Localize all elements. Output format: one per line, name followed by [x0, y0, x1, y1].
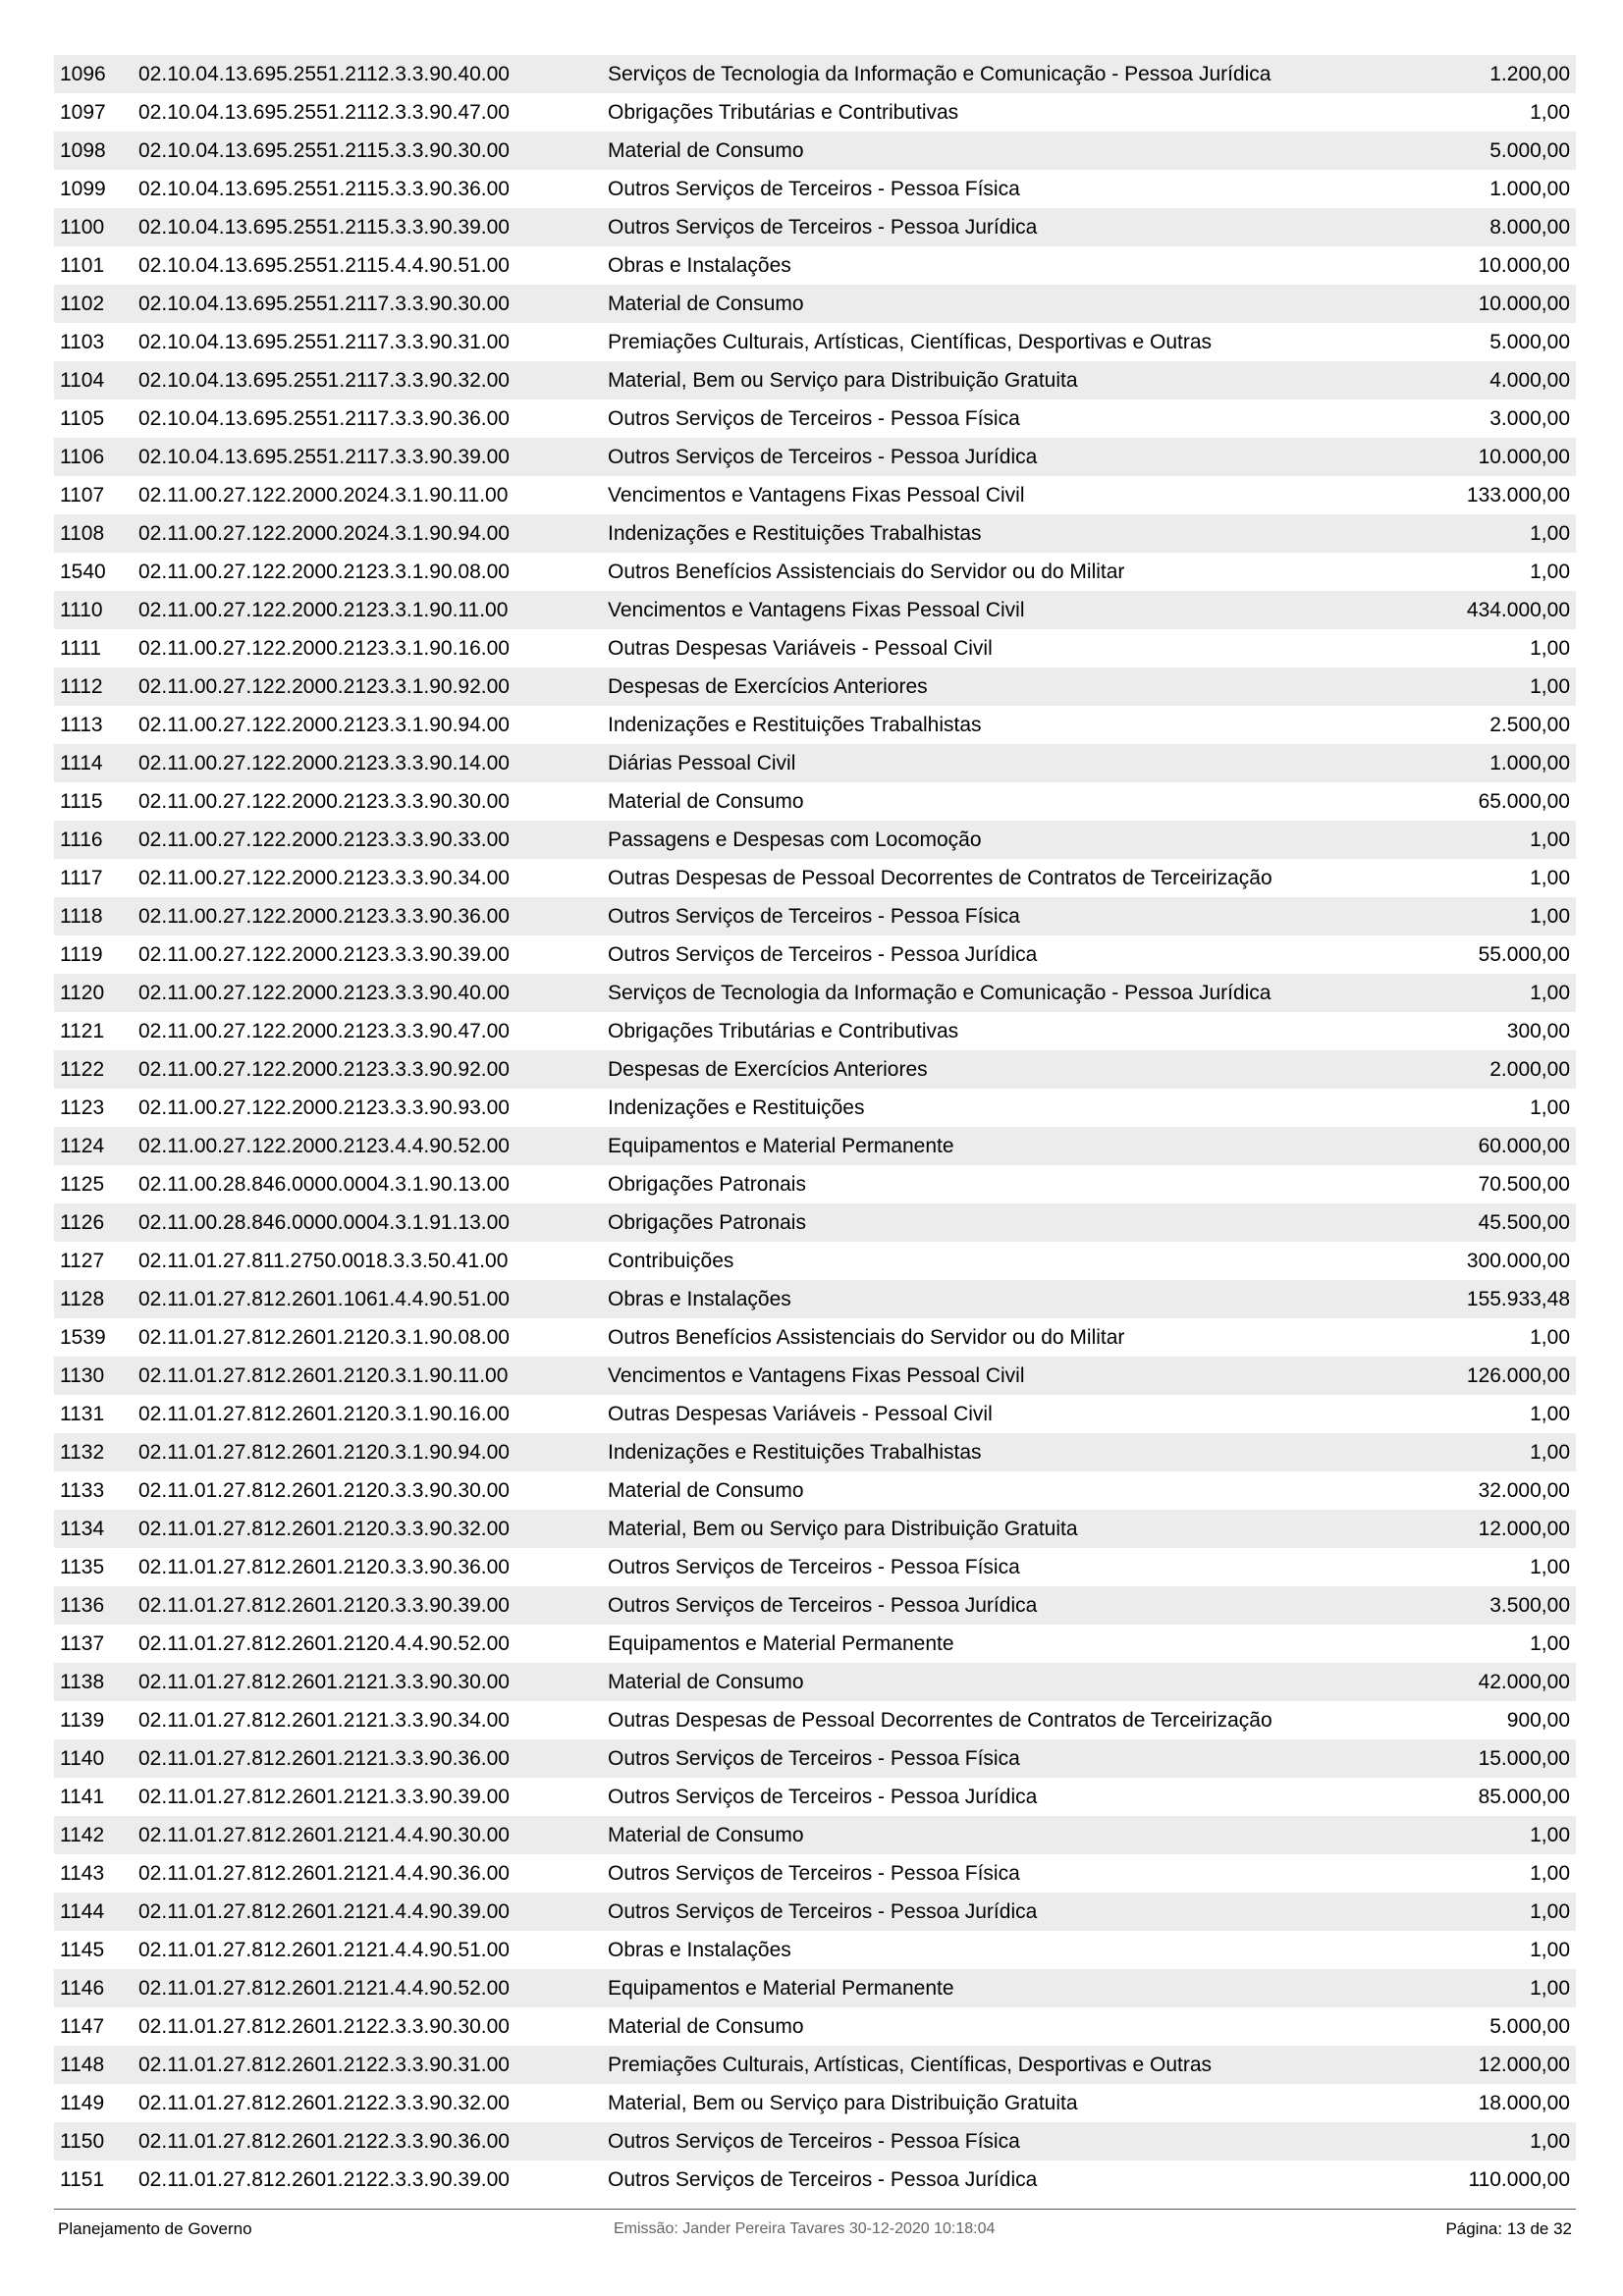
row-id: 1103 — [60, 331, 105, 353]
budget-code: 02.11.01.27.812.2601.1061.4.4.90.51.00 — [138, 1288, 510, 1310]
budget-code: 02.10.04.13.695.2551.2115.4.4.90.51.00 — [138, 254, 510, 277]
row-id: 1150 — [60, 2130, 105, 2153]
table-row — [54, 1012, 1576, 1050]
row-id: 1126 — [60, 1211, 105, 1234]
amount-value: 42.000,00 — [1478, 1671, 1570, 1693]
budget-code: 02.11.00.27.122.2000.2123.3.3.90.30.00 — [138, 790, 510, 813]
budget-code: 02.11.00.27.122.2000.2123.3.3.90.36.00 — [138, 905, 510, 928]
amount-value: 1,00 — [1530, 1977, 1570, 2000]
row-id: 1133 — [60, 1479, 105, 1502]
table-row — [54, 974, 1576, 1012]
table-row — [54, 514, 1576, 553]
expense-description: Obras e Instalações — [608, 1939, 791, 1961]
expense-description: Outras Despesas de Pessoal Decorrentes de Contratos de Terceirização — [608, 867, 1272, 889]
amount-value: 5.000,00 — [1489, 331, 1570, 353]
table-row — [54, 400, 1576, 438]
expense-description: Indenizações e Restituições Trabalhistas — [608, 1441, 982, 1464]
amount-value: 300.000,00 — [1466, 1250, 1570, 1272]
amount-value: 1,00 — [1530, 1824, 1570, 1846]
budget-code: 02.11.01.27.812.2601.2120.3.3.90.32.00 — [138, 1518, 510, 1540]
expense-description: Contribuições — [608, 1250, 734, 1272]
expense-description: Equipamentos e Material Permanente — [608, 1977, 954, 2000]
amount-value: 1.000,00 — [1489, 752, 1570, 774]
footer-department: Planejamento de Governo — [58, 2219, 252, 2238]
expense-description: Despesas de Exercícios Anteriores — [608, 1058, 928, 1081]
amount-value: 85.000,00 — [1478, 1786, 1570, 1808]
expense-description: Outros Serviços de Terceiros - Pessoa Física — [608, 407, 1020, 430]
budget-code: 02.11.01.27.812.2601.2121.3.3.90.36.00 — [138, 1747, 510, 1770]
row-id: 1143 — [60, 1862, 105, 1885]
amount-value: 2.500,00 — [1489, 714, 1570, 736]
row-id: 1098 — [60, 139, 106, 162]
budget-code: 02.11.00.27.122.2000.2123.3.3.90.33.00 — [138, 828, 510, 851]
row-id: 1139 — [60, 1709, 105, 1732]
row-id: 1132 — [60, 1441, 105, 1464]
amount-value: 3.500,00 — [1489, 1594, 1570, 1617]
table-row — [54, 1203, 1576, 1242]
amount-value: 10.000,00 — [1478, 446, 1570, 468]
budget-code: 02.10.04.13.695.2551.2117.3.3.90.36.00 — [138, 407, 510, 430]
budget-code: 02.11.00.27.122.2000.2123.3.3.90.34.00 — [138, 867, 510, 889]
budget-code: 02.11.01.27.812.2601.2121.3.3.90.34.00 — [138, 1709, 510, 1732]
row-id: 1107 — [60, 484, 105, 507]
budget-code: 02.11.01.27.812.2601.2121.3.3.90.39.00 — [138, 1786, 510, 1808]
amount-value: 8.000,00 — [1489, 216, 1570, 239]
budget-code: 02.11.00.27.122.2000.2123.3.1.90.16.00 — [138, 637, 510, 660]
expense-description: Outras Despesas Variáveis - Pessoal Civil — [608, 1403, 993, 1425]
amount-value: 15.000,00 — [1478, 1747, 1570, 1770]
expense-description: Outros Benefícios Assistenciais do Servidor ou do Militar — [608, 1326, 1125, 1349]
table-row — [54, 1433, 1576, 1471]
expense-description: Material de Consumo — [608, 293, 804, 315]
table-row — [54, 859, 1576, 897]
row-id: 1100 — [60, 216, 105, 239]
budget-code: 02.11.01.27.812.2601.2121.4.4.90.36.00 — [138, 1862, 510, 1885]
budget-code: 02.11.00.27.122.2000.2123.3.3.90.47.00 — [138, 1020, 510, 1042]
expense-description: Outros Benefícios Assistenciais do Servidor ou do Militar — [608, 561, 1125, 583]
row-id: 1119 — [60, 943, 103, 966]
amount-value: 12.000,00 — [1478, 1518, 1570, 1540]
expense-description: Outros Serviços de Terceiros - Pessoa Física — [608, 1747, 1020, 1770]
row-id: 1120 — [60, 982, 105, 1004]
amount-value: 1,00 — [1530, 982, 1570, 1004]
amount-value: 1,00 — [1530, 1326, 1570, 1349]
expense-description: Obras e Instalações — [608, 254, 791, 277]
amount-value: 70.500,00 — [1478, 1173, 1570, 1196]
table-row — [54, 476, 1576, 514]
row-id: 1117 — [60, 867, 103, 889]
table-row — [54, 1701, 1576, 1739]
table-row — [54, 1510, 1576, 1548]
budget-code: 02.11.01.27.812.2601.2120.4.4.90.52.00 — [138, 1632, 510, 1655]
amount-value: 45.500,00 — [1478, 1211, 1570, 1234]
amount-value: 4.000,00 — [1489, 369, 1570, 392]
budget-code: 02.11.00.27.122.2000.2123.3.3.90.92.00 — [138, 1058, 510, 1081]
table-row — [54, 361, 1576, 400]
budget-code: 02.10.04.13.695.2551.2115.3.3.90.30.00 — [138, 139, 510, 162]
table-row — [54, 1280, 1576, 1318]
expense-description: Material de Consumo — [608, 790, 804, 813]
budget-code: 02.11.01.27.812.2601.2120.3.3.90.30.00 — [138, 1479, 510, 1502]
amount-value: 1.200,00 — [1489, 63, 1570, 85]
expense-description: Obrigações Patronais — [608, 1173, 806, 1196]
budget-code: 02.11.00.27.122.2000.2123.3.3.90.14.00 — [138, 752, 510, 774]
budget-code: 02.11.01.27.811.2750.0018.3.3.50.41.00 — [138, 1250, 509, 1272]
footer-page-number: Página: 13 de 32 — [1445, 2219, 1572, 2238]
table-row — [54, 1931, 1576, 1969]
expense-description: Outros Serviços de Terceiros - Pessoa Física — [608, 905, 1020, 928]
expense-description: Outros Serviços de Terceiros - Pessoa Jurídica — [608, 943, 1038, 966]
expense-description: Passagens e Despesas com Locomoção — [608, 828, 982, 851]
budget-code: 02.10.04.13.695.2551.2112.3.3.90.40.00 — [138, 63, 510, 85]
budget-table — [54, 55, 1576, 2199]
budget-code: 02.11.00.27.122.2000.2024.3.1.90.94.00 — [138, 522, 510, 545]
row-id: 1115 — [60, 790, 103, 813]
row-id: 1144 — [60, 1900, 105, 1923]
expense-description: Equipamentos e Material Permanente — [608, 1135, 954, 1157]
expense-description: Material de Consumo — [608, 1479, 804, 1502]
budget-code: 02.11.00.28.846.0000.0004.3.1.90.13.00 — [138, 1173, 510, 1196]
table-row — [54, 1318, 1576, 1357]
row-id: 1142 — [60, 1824, 105, 1846]
expense-description: Outras Despesas Variáveis - Pessoal Civil — [608, 637, 993, 660]
expense-description: Outros Serviços de Terceiros - Pessoa Jurídica — [608, 216, 1038, 239]
budget-code: 02.11.01.27.812.2601.2122.3.3.90.32.00 — [138, 2092, 510, 2114]
row-id: 1135 — [60, 1556, 105, 1578]
row-id: 1141 — [60, 1786, 105, 1808]
expense-description: Material de Consumo — [608, 139, 804, 162]
table-row — [54, 2084, 1576, 2122]
amount-value: 133.000,00 — [1466, 484, 1570, 507]
table-row — [54, 1165, 1576, 1203]
table-row — [54, 1625, 1576, 1663]
row-id: 1104 — [60, 369, 105, 392]
amount-value: 1.000,00 — [1489, 178, 1570, 200]
budget-code: 02.10.04.13.695.2551.2117.3.3.90.31.00 — [138, 331, 510, 353]
amount-value: 32.000,00 — [1478, 1479, 1570, 1502]
amount-value: 1,00 — [1530, 1632, 1570, 1655]
table-row — [54, 591, 1576, 629]
table-row — [54, 208, 1576, 246]
row-id: 1101 — [60, 254, 105, 277]
expense-description: Outros Serviços de Terceiros - Pessoa Jurídica — [608, 2168, 1038, 2191]
row-id: 1124 — [60, 1135, 105, 1157]
table-row — [54, 821, 1576, 859]
row-id: 1105 — [60, 407, 105, 430]
amount-value: 3.000,00 — [1489, 407, 1570, 430]
expense-description: Material de Consumo — [608, 2015, 804, 2038]
budget-code: 02.11.01.27.812.2601.2121.4.4.90.52.00 — [138, 1977, 510, 2000]
table-row — [54, 1893, 1576, 1931]
table-row — [54, 744, 1576, 782]
expense-description: Indenizações e Restituições Trabalhistas — [608, 714, 982, 736]
table-row — [54, 1663, 1576, 1701]
amount-value: 1,00 — [1530, 1556, 1570, 1578]
amount-value: 1,00 — [1530, 867, 1570, 889]
row-id: 1148 — [60, 2054, 105, 2076]
table-row — [54, 285, 1576, 323]
expense-description: Obrigações Tributárias e Contributivas — [608, 1020, 959, 1042]
table-row — [54, 246, 1576, 285]
table-row — [54, 1395, 1576, 1433]
table-row — [54, 782, 1576, 821]
budget-code: 02.11.00.27.122.2000.2024.3.1.90.11.00 — [138, 484, 509, 507]
expense-description: Material de Consumo — [608, 1824, 804, 1846]
row-id: 1123 — [60, 1096, 105, 1119]
expense-description: Material, Bem ou Serviço para Distribuição Gratuita — [608, 369, 1078, 392]
expense-description: Despesas de Exercícios Anteriores — [608, 675, 928, 698]
row-id: 1146 — [60, 1977, 105, 2000]
expense-description: Indenizações e Restituições Trabalhistas — [608, 522, 982, 545]
amount-value: 1,00 — [1530, 1096, 1570, 1119]
budget-code: 02.11.01.27.812.2601.2122.3.3.90.36.00 — [138, 2130, 510, 2153]
expense-description: Vencimentos e Vantagens Fixas Pessoal Civil — [608, 599, 1025, 621]
budget-code: 02.11.00.27.122.2000.2123.3.3.90.40.00 — [138, 982, 510, 1004]
row-id: 1097 — [60, 101, 106, 124]
budget-code: 02.10.04.13.695.2551.2115.3.3.90.39.00 — [138, 216, 510, 239]
budget-code: 02.11.01.27.812.2601.2120.3.1.90.11.00 — [138, 1364, 509, 1387]
amount-value: 1,00 — [1530, 828, 1570, 851]
expense-description: Indenizações e Restituições — [608, 1096, 865, 1119]
budget-code: 02.10.04.13.695.2551.2115.3.3.90.36.00 — [138, 178, 510, 200]
row-id: 1145 — [60, 1939, 105, 1961]
amount-value: 5.000,00 — [1489, 139, 1570, 162]
table-row — [54, 1089, 1576, 1127]
expense-description: Obras e Instalações — [608, 1288, 791, 1310]
budget-code: 02.10.04.13.695.2551.2117.3.3.90.32.00 — [138, 369, 510, 392]
budget-code: 02.11.01.27.812.2601.2120.3.3.90.36.00 — [138, 1556, 510, 1578]
row-id: 1096 — [60, 63, 106, 85]
expense-description: Vencimentos e Vantagens Fixas Pessoal Civil — [608, 484, 1025, 507]
amount-value: 1,00 — [1530, 675, 1570, 698]
row-id: 1130 — [60, 1364, 105, 1387]
row-id: 1108 — [60, 522, 105, 545]
row-id: 1113 — [60, 714, 103, 736]
amount-value: 110.000,00 — [1468, 2168, 1570, 2191]
expense-description: Outros Serviços de Terceiros - Pessoa Física — [608, 2130, 1020, 2153]
budget-code: 02.11.00.28.846.0000.0004.3.1.91.13.00 — [138, 1211, 510, 1234]
budget-code: 02.11.01.27.812.2601.2120.3.3.90.39.00 — [138, 1594, 510, 1617]
table-row — [54, 1127, 1576, 1165]
table-row — [54, 1242, 1576, 1280]
expense-description: Outros Serviços de Terceiros - Pessoa Jurídica — [608, 446, 1038, 468]
expense-description: Material de Consumo — [608, 1671, 804, 1693]
table-row — [54, 170, 1576, 208]
amount-value: 1,00 — [1530, 1441, 1570, 1464]
row-id: 1112 — [60, 675, 103, 698]
expense-description: Serviços de Tecnologia da Informação e Comunicação - Pessoa Jurídica — [608, 63, 1271, 85]
budget-code: 02.11.01.27.812.2601.2121.4.4.90.39.00 — [138, 1900, 510, 1923]
budget-code: 02.11.00.27.122.2000.2123.3.1.90.08.00 — [138, 561, 510, 583]
amount-value: 10.000,00 — [1478, 293, 1570, 315]
amount-value: 1,00 — [1530, 2130, 1570, 2153]
table-row — [54, 1778, 1576, 1816]
expense-description: Outros Serviços de Terceiros - Pessoa Jurídica — [608, 1900, 1038, 1923]
table-row — [54, 93, 1576, 132]
budget-code: 02.11.00.27.122.2000.2123.3.3.90.39.00 — [138, 943, 510, 966]
budget-code: 02.11.01.27.812.2601.2120.3.1.90.08.00 — [138, 1326, 510, 1349]
table-row — [54, 2122, 1576, 2161]
row-id: 1136 — [60, 1594, 105, 1617]
expense-description: Outros Serviços de Terceiros - Pessoa Física — [608, 178, 1020, 200]
row-id: 1125 — [60, 1173, 105, 1196]
table-row — [54, 2007, 1576, 2046]
amount-value: 900,00 — [1506, 1709, 1570, 1732]
row-id: 1110 — [60, 599, 103, 621]
amount-value: 55.000,00 — [1478, 943, 1570, 966]
table-row — [54, 1739, 1576, 1778]
row-id: 1111 — [60, 637, 102, 660]
budget-code: 02.11.00.27.122.2000.2123.3.1.90.11.00 — [138, 599, 509, 621]
row-id: 1127 — [60, 1250, 105, 1272]
amount-value: 12.000,00 — [1478, 2054, 1570, 2076]
amount-value: 5.000,00 — [1489, 2015, 1570, 2038]
table-row — [54, 667, 1576, 706]
amount-value: 434.000,00 — [1466, 599, 1570, 621]
row-id: 1121 — [60, 1020, 105, 1042]
budget-code: 02.11.01.27.812.2601.2120.3.1.90.94.00 — [138, 1441, 510, 1464]
row-id: 1138 — [60, 1671, 105, 1693]
amount-value: 1,00 — [1530, 101, 1570, 124]
row-id: 1151 — [60, 2168, 105, 2191]
table-row — [54, 553, 1576, 591]
table-row — [54, 55, 1576, 93]
budget-code: 02.10.04.13.695.2551.2117.3.3.90.30.00 — [138, 293, 510, 315]
table-row — [54, 935, 1576, 974]
amount-value: 1,00 — [1530, 1862, 1570, 1885]
table-row — [54, 1854, 1576, 1893]
budget-code: 02.11.00.27.122.2000.2123.3.1.90.92.00 — [138, 675, 510, 698]
amount-value: 18.000,00 — [1478, 2092, 1570, 2114]
amount-value: 126.000,00 — [1466, 1364, 1570, 1387]
expense-description: Outros Serviços de Terceiros - Pessoa Jurídica — [608, 1786, 1038, 1808]
amount-value: 1,00 — [1530, 1939, 1570, 1961]
expense-description: Outros Serviços de Terceiros - Pessoa Física — [608, 1556, 1020, 1578]
expense-description: Vencimentos e Vantagens Fixas Pessoal Civil — [608, 1364, 1025, 1387]
expense-description: Outras Despesas de Pessoal Decorrentes de Contratos de Terceirização — [608, 1709, 1272, 1732]
table-row — [54, 1357, 1576, 1395]
table-row — [54, 1969, 1576, 2007]
table-row — [54, 2161, 1576, 2199]
row-id: 1540 — [60, 561, 106, 583]
expense-description: Material, Bem ou Serviço para Distribuição Gratuita — [608, 1518, 1078, 1540]
row-id: 1147 — [60, 2015, 105, 2038]
row-id: 1102 — [60, 293, 105, 315]
budget-code: 02.11.00.27.122.2000.2123.3.3.90.93.00 — [138, 1096, 510, 1119]
expense-description: Equipamentos e Material Permanente — [608, 1632, 954, 1655]
row-id: 1140 — [60, 1747, 105, 1770]
row-id: 1128 — [60, 1288, 105, 1310]
row-id: 1149 — [60, 2092, 105, 2114]
budget-code: 02.11.01.27.812.2601.2120.3.1.90.16.00 — [138, 1403, 510, 1425]
budget-code: 02.11.01.27.812.2601.2121.3.3.90.30.00 — [138, 1671, 510, 1693]
expense-description: Obrigações Patronais — [608, 1211, 806, 1234]
row-id: 1137 — [60, 1632, 105, 1655]
budget-code: 02.11.01.27.812.2601.2122.3.3.90.31.00 — [138, 2054, 510, 2076]
row-id: 1118 — [60, 905, 103, 928]
amount-value: 1,00 — [1530, 1403, 1570, 1425]
amount-value: 1,00 — [1530, 561, 1570, 583]
budget-code: 02.10.04.13.695.2551.2112.3.3.90.47.00 — [138, 101, 510, 124]
expense-description: Outros Serviços de Terceiros - Pessoa Jurídica — [608, 1594, 1038, 1617]
table-row — [54, 1816, 1576, 1854]
footer-emission: Emissão: Jander Pereira Tavares 30-12-2020 10:18:04 — [614, 2220, 996, 2237]
table-row — [54, 706, 1576, 744]
budget-code: 02.11.01.27.812.2601.2122.3.3.90.30.00 — [138, 2015, 510, 2038]
amount-value: 1,00 — [1530, 522, 1570, 545]
table-row — [54, 323, 1576, 361]
budget-code: 02.11.01.27.812.2601.2121.4.4.90.51.00 — [138, 1939, 510, 1961]
table-row — [54, 1586, 1576, 1625]
table-row — [54, 132, 1576, 170]
budget-code: 02.10.04.13.695.2551.2117.3.3.90.39.00 — [138, 446, 510, 468]
table-row — [54, 2046, 1576, 2084]
budget-code: 02.11.00.27.122.2000.2123.4.4.90.52.00 — [138, 1135, 510, 1157]
page-footer — [54, 2209, 1576, 2249]
amount-value: 2.000,00 — [1489, 1058, 1570, 1081]
row-id: 1106 — [60, 446, 105, 468]
expense-description: Outros Serviços de Terceiros - Pessoa Física — [608, 1862, 1020, 1885]
row-id: 1539 — [60, 1326, 106, 1349]
expense-description: Premiações Culturais, Artísticas, Científicas, Desportivas e Outras — [608, 331, 1213, 353]
row-id: 1099 — [60, 178, 106, 200]
table-row — [54, 897, 1576, 935]
expense-description: Premiações Culturais, Artísticas, Científicas, Desportivas e Outras — [608, 2054, 1213, 2076]
table-row — [54, 1471, 1576, 1510]
budget-code: 02.11.01.27.812.2601.2121.4.4.90.30.00 — [138, 1824, 510, 1846]
amount-value: 10.000,00 — [1478, 254, 1570, 277]
amount-value: 1,00 — [1530, 1900, 1570, 1923]
row-id: 1122 — [60, 1058, 105, 1081]
row-id: 1114 — [60, 752, 103, 774]
amount-value: 60.000,00 — [1478, 1135, 1570, 1157]
budget-code: 02.11.00.27.122.2000.2123.3.1.90.94.00 — [138, 714, 510, 736]
amount-value: 300,00 — [1506, 1020, 1570, 1042]
table-row — [54, 438, 1576, 476]
amount-value: 1,00 — [1530, 905, 1570, 928]
amount-value: 1,00 — [1530, 637, 1570, 660]
row-id: 1116 — [60, 828, 103, 851]
expense-description: Diárias Pessoal Civil — [608, 752, 796, 774]
expense-description: Material, Bem ou Serviço para Distribuição Gratuita — [608, 2092, 1078, 2114]
amount-value: 65.000,00 — [1478, 790, 1570, 813]
budget-code: 02.11.01.27.812.2601.2122.3.3.90.39.00 — [138, 2168, 510, 2191]
table-row — [54, 629, 1576, 667]
expense-description: Serviços de Tecnologia da Informação e Comunicação - Pessoa Jurídica — [608, 982, 1271, 1004]
amount-value: 155.933,48 — [1466, 1288, 1570, 1310]
row-id: 1131 — [60, 1403, 105, 1425]
table-row — [54, 1050, 1576, 1089]
row-id: 1134 — [60, 1518, 105, 1540]
table-row — [54, 1548, 1576, 1586]
expense-description: Obrigações Tributárias e Contributivas — [608, 101, 959, 124]
